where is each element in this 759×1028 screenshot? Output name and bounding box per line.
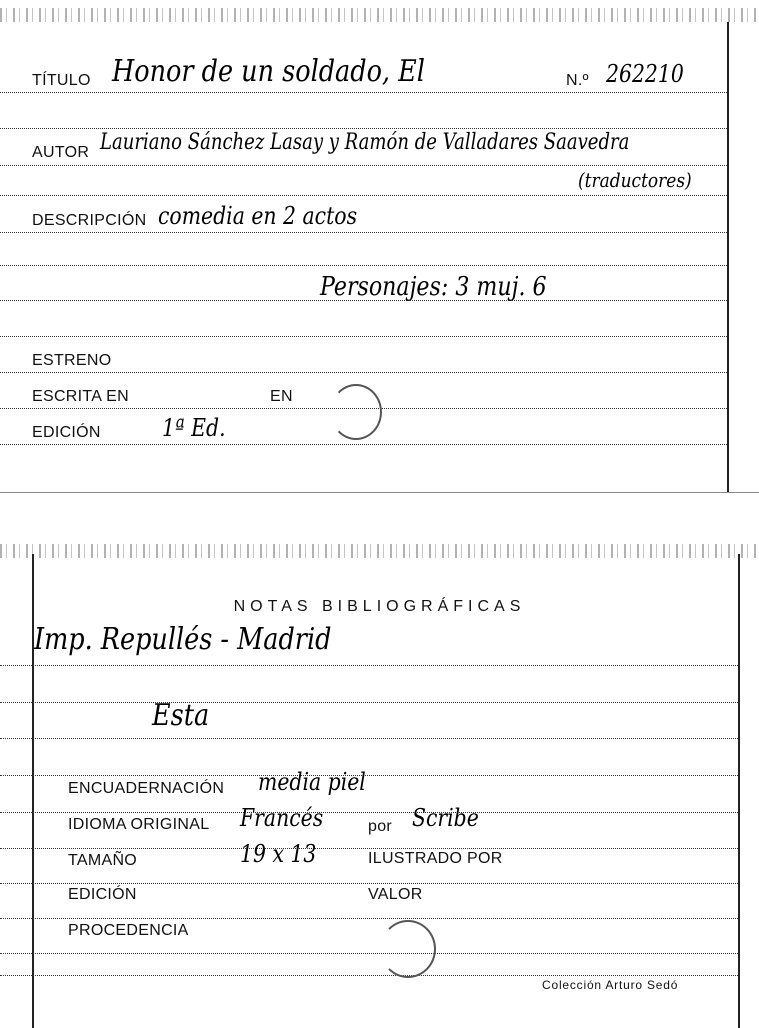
rule-line xyxy=(0,702,738,703)
titulo-value: Honor de un soldado, El xyxy=(112,54,425,89)
rule-line xyxy=(0,232,727,233)
rule-line xyxy=(0,195,727,196)
descripcion-label: DESCRIPCIÓN xyxy=(32,212,147,229)
punch-hole-mark xyxy=(380,920,436,978)
rule-line xyxy=(0,975,738,976)
punch-hole-mark xyxy=(330,384,382,440)
edicion-label-back: EDICIÓN xyxy=(68,886,137,903)
rule-line xyxy=(0,775,738,776)
rule-line xyxy=(0,128,727,129)
notas-heading: NOTAS BIBLIOGRÁFICAS xyxy=(233,598,526,615)
numero-label: N.º xyxy=(566,72,589,89)
edicion-label: EDICIÓN xyxy=(32,424,101,441)
procedencia-label: PROCEDENCIA xyxy=(68,922,189,939)
rule-line xyxy=(0,918,738,919)
catalog-card-back xyxy=(0,540,759,1028)
rule-line xyxy=(0,738,738,739)
autor-note: (traductores) xyxy=(578,168,692,192)
rule-line xyxy=(0,883,738,884)
en-label: EN xyxy=(270,388,293,405)
paper-edge-speckle xyxy=(0,544,759,558)
rule-line xyxy=(0,336,727,337)
rule-line xyxy=(0,372,727,373)
numero-value: 262210 xyxy=(606,60,684,88)
encuadernacion-value: media piel xyxy=(258,768,366,796)
card-right-border xyxy=(727,22,729,492)
autor-value: Lauriano Sánchez Lasay y Ramón de Valladares Saavedra xyxy=(100,130,630,155)
personajes-value: Personajes: 3 muj. 6 xyxy=(320,272,547,302)
escrita-label: ESCRITA EN xyxy=(32,388,129,405)
paper-edge-speckle xyxy=(0,8,759,22)
valor-label: VALOR xyxy=(368,886,423,903)
ilustrado-label: ILUSTRADO POR xyxy=(368,850,503,867)
autor-label: AUTOR xyxy=(32,144,90,161)
idioma-label: IDIOMA ORIGINAL xyxy=(68,816,210,833)
estreno-label: ESTRENO xyxy=(32,352,112,369)
edicion-value: 1ª Ed. xyxy=(162,414,226,442)
rule-line xyxy=(0,953,738,954)
por-label: por xyxy=(368,818,393,835)
coleccion-footer: Colección Arturo Sedó xyxy=(542,978,679,992)
por-value: Scribe xyxy=(412,804,479,832)
descripcion-value: comedia en 2 actos xyxy=(158,202,358,230)
card-right-border xyxy=(738,554,740,1028)
catalog-card-front xyxy=(0,0,759,495)
idioma-value: Francés xyxy=(240,804,324,832)
rule-line xyxy=(0,848,738,849)
rule-line xyxy=(0,92,727,93)
rule-line xyxy=(0,265,727,266)
rule-line xyxy=(0,165,727,166)
card-bottom-edge xyxy=(0,492,759,493)
titulo-label: TÍTULO xyxy=(32,72,91,89)
rule-line xyxy=(0,444,727,445)
rule-line xyxy=(0,665,738,666)
tamano-label: TAMAÑO xyxy=(68,852,138,869)
rule-line xyxy=(0,812,738,813)
nota-line-2: Esta xyxy=(152,698,210,733)
encuadernacion-label: ENCUADERNACIÓN xyxy=(68,780,225,797)
tamano-value: 19 x 13 xyxy=(240,840,317,868)
nota-line-1: Imp. Repullés - Madrid xyxy=(34,622,332,657)
